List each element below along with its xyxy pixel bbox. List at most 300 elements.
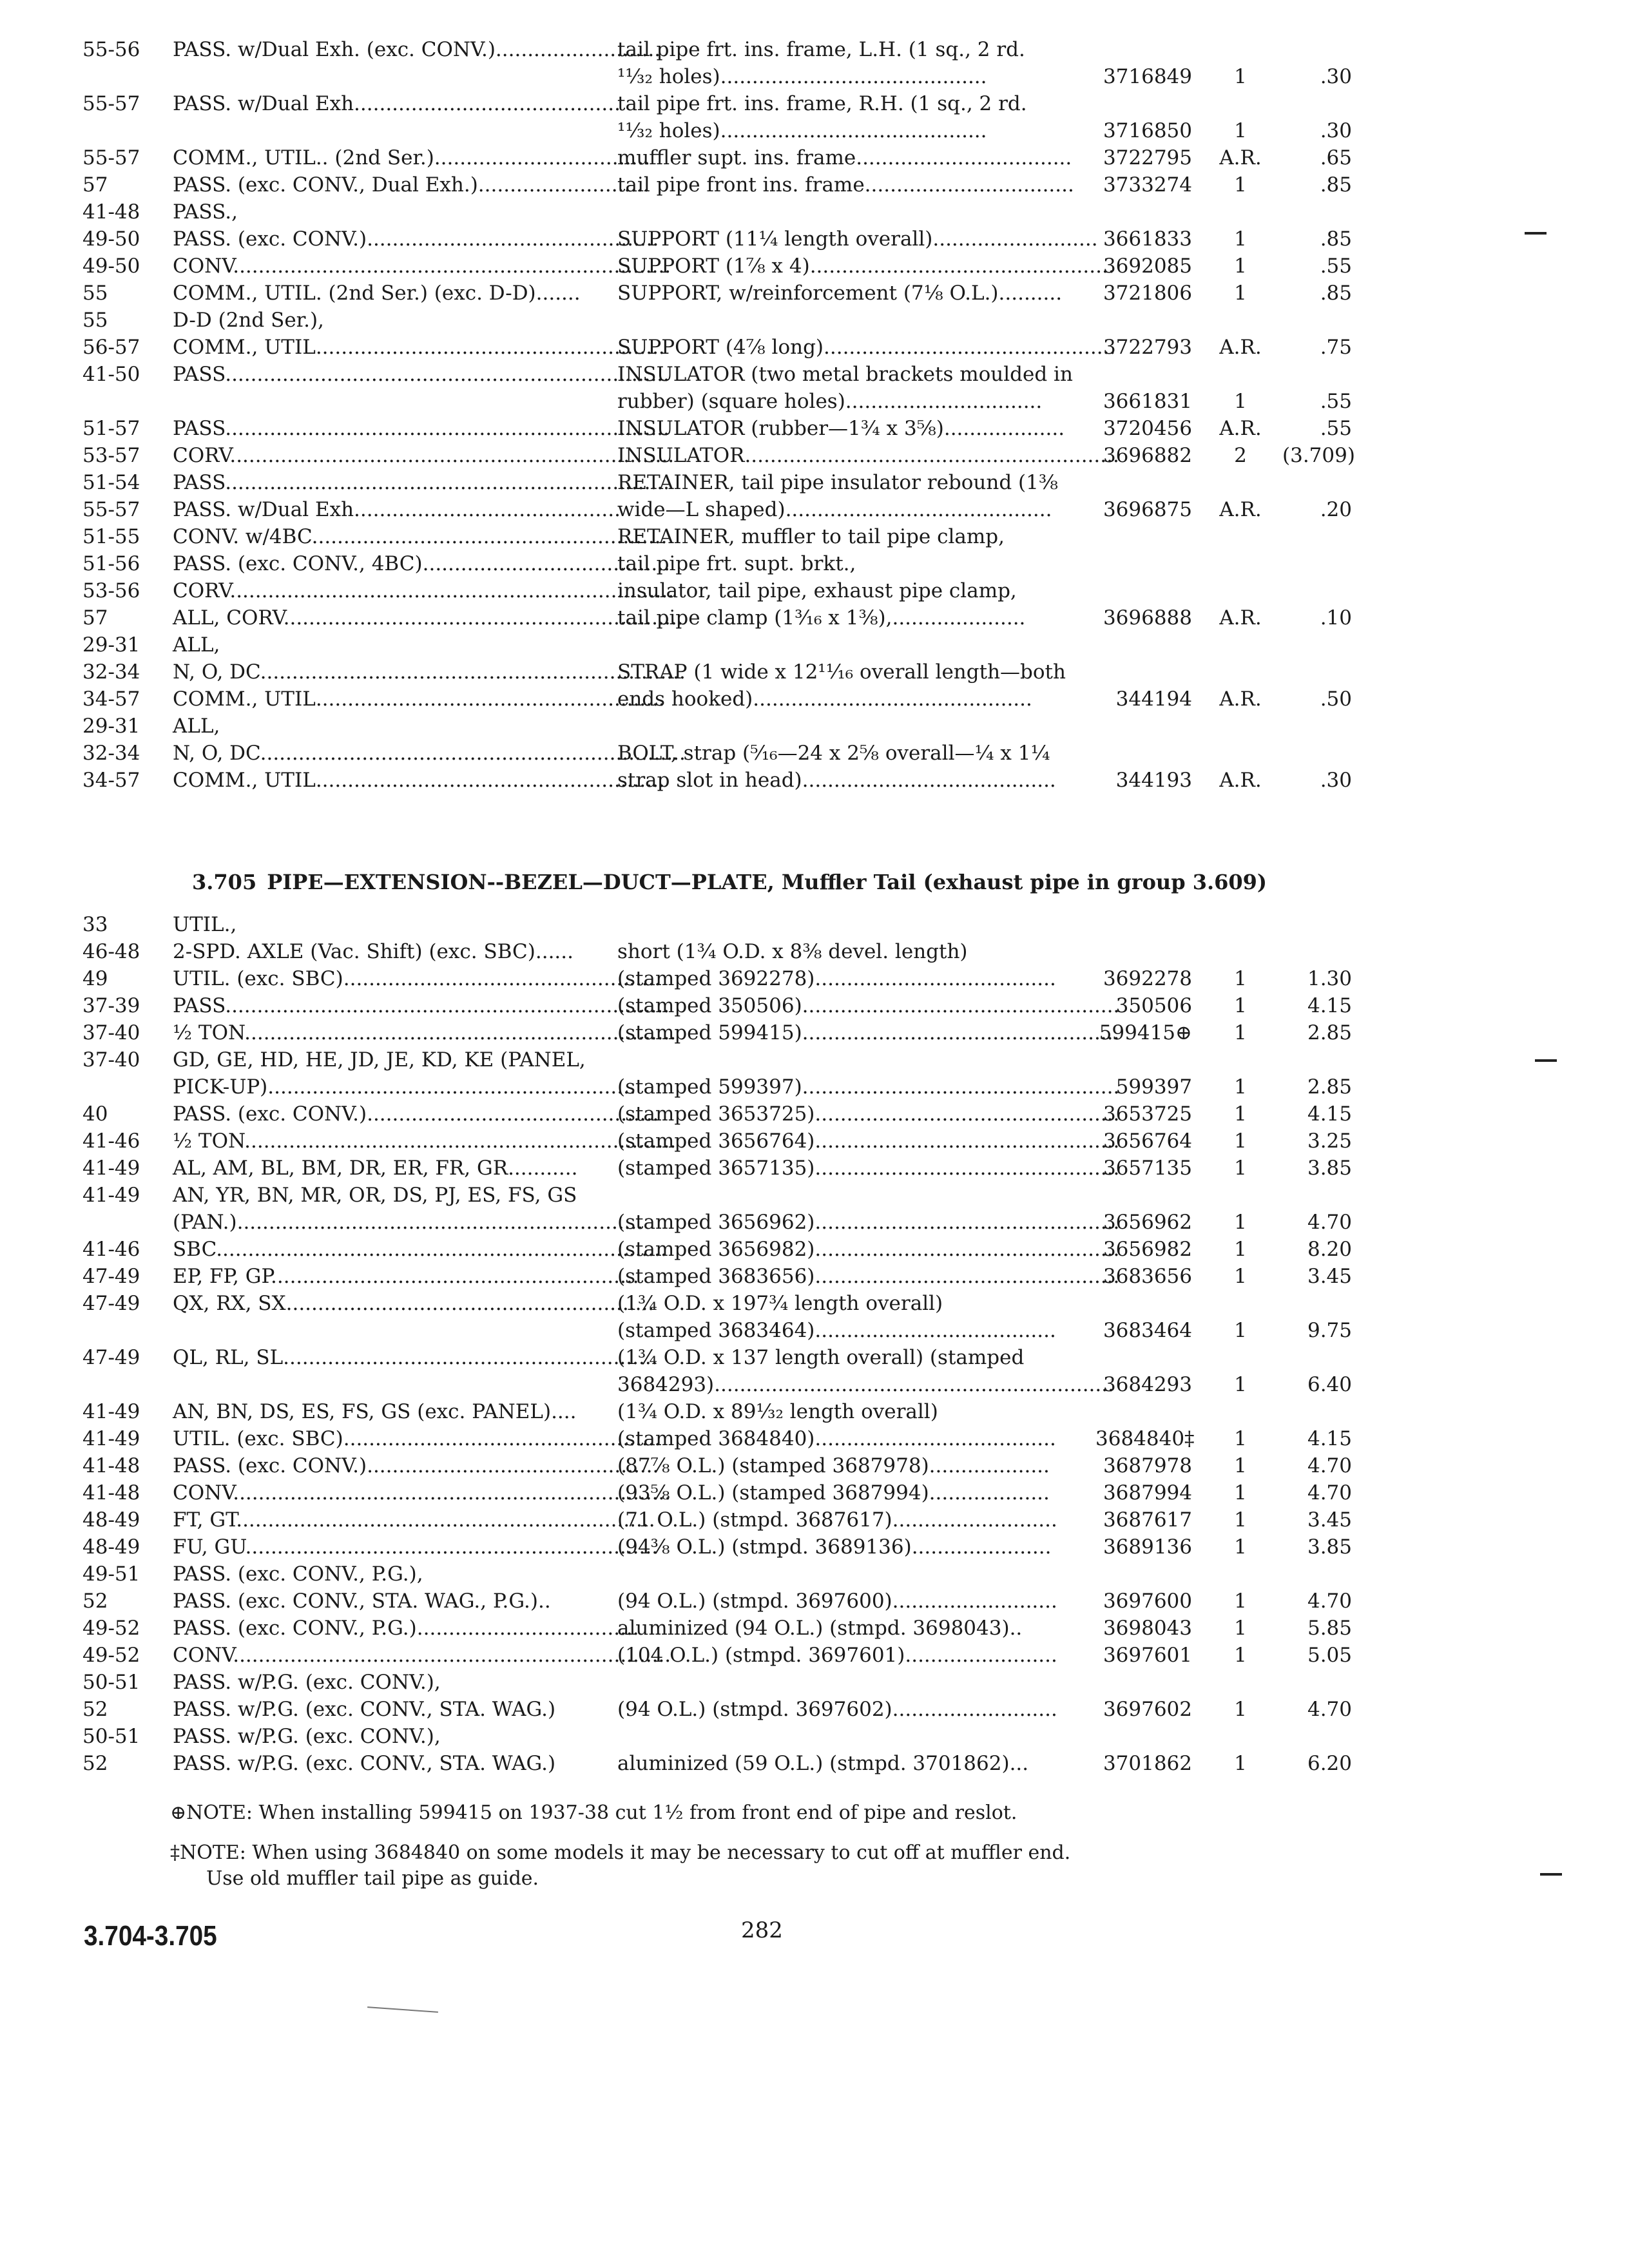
part-description: muffler supt. ins. frame.................................. — [617, 146, 1072, 169]
parts-row — [0, 469, 1629, 496]
models-applicable: PASS...................................................................... — [173, 994, 670, 1017]
model-years: 41-49 — [82, 1400, 140, 1423]
quantity: A.R. — [1219, 769, 1262, 792]
model-years: 48-49 — [82, 1508, 140, 1532]
part-description: (stamped 599415).................................................. — [617, 1021, 1120, 1044]
part-number: 3684293 — [1103, 1373, 1192, 1396]
parts-row — [0, 334, 1629, 361]
models-applicable: PASS. (exc. CONV., Dual Exh.)........................... — [173, 173, 650, 197]
part-number: 3692278 — [1103, 967, 1192, 990]
footer-section-range: 3.704-3.705 — [84, 1920, 217, 1952]
models-applicable: ½ TON.................................................................... — [173, 1021, 677, 1044]
part-description: (1¾ O.D. x 197¾ length overall) — [617, 1292, 943, 1315]
model-years: 51-55 — [82, 525, 140, 548]
parts-row — [0, 992, 1629, 1019]
price: 5.85 — [1307, 1617, 1352, 1640]
parts-row — [0, 1561, 1629, 1588]
part-description: INSULATOR (two metal brackets moulded in — [617, 363, 1073, 386]
part-number: 3698043 — [1103, 1617, 1192, 1640]
part-description: insulator, tail pipe, exhaust pipe clamp, — [617, 579, 1017, 602]
quantity: 2 — [1234, 444, 1247, 467]
quantity: A.R. — [1219, 417, 1262, 440]
part-description: tail pipe frt. ins. frame, R.H. (1 sq., 2 rd. — [617, 92, 1027, 115]
quantity: 1 — [1234, 227, 1247, 251]
price: 3.25 — [1307, 1129, 1352, 1153]
quantity: A.R. — [1219, 336, 1262, 359]
models-applicable: PASS. w/P.G. (exc. CONV.), — [173, 1725, 441, 1748]
part-description: SUPPORT (1⅞ x 4)................................................ — [617, 255, 1115, 278]
quantity: 1 — [1234, 1075, 1247, 1099]
quantity: A.R. — [1219, 687, 1262, 711]
price: 4.15 — [1307, 1102, 1352, 1126]
price: .85 — [1320, 173, 1352, 197]
part-description: 3684293)............................................................... — [617, 1373, 1114, 1396]
parts-row — [0, 1669, 1629, 1696]
part-description: (94 O.L.) (stmpd. 3697600).......................... — [617, 1590, 1057, 1613]
model-years: 55-57 — [82, 498, 140, 521]
price: .55 — [1320, 390, 1352, 413]
part-number: 3689136 — [1103, 1535, 1192, 1559]
parts-row — [0, 965, 1629, 992]
model-years: 33 — [82, 913, 108, 936]
parts-row — [0, 117, 1629, 144]
parts-row — [0, 1046, 1629, 1073]
models-applicable: PASS...................................................................... — [173, 471, 670, 494]
models-applicable: PASS. w/Dual Exh.......................................... — [173, 498, 621, 521]
price: 6.40 — [1307, 1373, 1352, 1396]
price: 6.20 — [1307, 1752, 1352, 1775]
parts-row — [0, 1209, 1629, 1236]
model-years: 57 — [82, 606, 108, 629]
price: 4.70 — [1307, 1454, 1352, 1477]
part-description: rubber) (square holes)............................... — [617, 390, 1043, 413]
quantity: 1 — [1234, 255, 1247, 278]
parts-row — [0, 1182, 1629, 1209]
part-description: aluminized (94 O.L.) (stmpd. 3698043).. — [617, 1617, 1023, 1640]
parts-row — [0, 1506, 1629, 1533]
price: .55 — [1320, 417, 1352, 440]
part-description: STRAP (1 wide x 12¹¹⁄₁₆ overall length—both — [617, 660, 1066, 684]
price: 2.85 — [1307, 1075, 1352, 1099]
parts-row — [0, 1479, 1629, 1506]
part-number: 3696888 — [1103, 606, 1192, 629]
margin-mark — [1525, 232, 1547, 235]
models-applicable: QL, RL, SL........................................................... — [173, 1346, 658, 1369]
model-years: 41-49 — [82, 1427, 140, 1450]
parts-row — [0, 198, 1629, 226]
models-applicable: CONV..................................................................... — [173, 1644, 671, 1667]
part-number: 3697602 — [1103, 1698, 1192, 1721]
parts-row — [0, 388, 1629, 415]
parts-row — [0, 1588, 1629, 1615]
models-applicable: AL, AM, BL, BM, DR, ER, FR, GR........... — [173, 1157, 578, 1180]
models-applicable: PICK-UP).......................................................... — [173, 1075, 636, 1099]
page-number: 282 — [741, 1917, 783, 1943]
model-years: 52 — [82, 1698, 108, 1721]
part-number: 3716849 — [1103, 65, 1192, 88]
part-number: 3657135 — [1103, 1157, 1192, 1180]
price: 3.85 — [1307, 1157, 1352, 1180]
quantity: 1 — [1234, 967, 1247, 990]
section-title: PIPE—EXTENSION--BEZEL—DUCT—PLATE, Muffler Tail (exhaust pipe in group 3.609) — [267, 870, 1268, 894]
parts-row — [0, 1073, 1629, 1100]
part-number: 3687994 — [1103, 1481, 1192, 1504]
part-number: 599415⊕ — [1099, 1021, 1192, 1044]
part-number: 3701862 — [1103, 1752, 1192, 1775]
parts-row — [0, 767, 1629, 794]
part-number: 3653725 — [1103, 1102, 1192, 1126]
models-applicable: ½ TON.................................................................... — [173, 1129, 677, 1153]
part-description: INSULATOR........................................................... — [617, 444, 1119, 467]
model-years: 56-57 — [82, 336, 140, 359]
parts-row — [0, 253, 1629, 280]
quantity: 1 — [1234, 1454, 1247, 1477]
parts-row — [0, 523, 1629, 550]
margin-mark — [1535, 1059, 1557, 1062]
parts-row — [0, 171, 1629, 198]
part-number: 3687978 — [1103, 1454, 1192, 1477]
models-applicable: PASS. w/P.G. (exc. CONV., STA. WAG.) — [173, 1698, 556, 1721]
quantity: 1 — [1234, 1373, 1247, 1396]
section-heading — [192, 870, 1267, 894]
quantity: 1 — [1234, 1102, 1247, 1126]
parts-row — [0, 63, 1629, 90]
part-number: 3696882 — [1103, 444, 1192, 467]
price: 3.85 — [1307, 1535, 1352, 1559]
model-years: 50-51 — [82, 1671, 140, 1694]
quantity: 1 — [1234, 994, 1247, 1017]
model-years: 47-49 — [82, 1265, 140, 1288]
part-description: (71 O.L.) (stmpd. 3687617).......................... — [617, 1508, 1057, 1532]
parts-row — [0, 604, 1629, 631]
price: .55 — [1320, 255, 1352, 278]
part-description: SUPPORT (4⅞ long).............................................. — [617, 336, 1116, 359]
quantity: 1 — [1234, 1752, 1247, 1775]
model-years: 47-49 — [82, 1292, 140, 1315]
part-description: tail pipe clamp (1³⁄₁₆ x 1⅜),..................... — [617, 606, 1026, 629]
part-description: (stamped 3653725)................................................ — [617, 1102, 1120, 1126]
models-applicable: COMM., UTIL....................................................... — [173, 769, 665, 792]
part-number: 3697600 — [1103, 1590, 1192, 1613]
models-applicable: GD, GE, HD, HE, JD, JE, KD, KE (PANEL, — [173, 1048, 586, 1072]
model-years: 29-31 — [82, 715, 140, 738]
part-number: 3692085 — [1103, 255, 1192, 278]
part-number: 344193 — [1115, 769, 1192, 792]
model-years: 52 — [82, 1752, 108, 1775]
part-description: tail pipe frt. supt. brkt., — [617, 552, 856, 575]
quantity: 1 — [1234, 1265, 1247, 1288]
models-applicable: FU, GU................................................................. — [173, 1535, 659, 1559]
parts-row — [0, 415, 1629, 442]
quantity: 1 — [1234, 1021, 1247, 1044]
model-years: 53-56 — [82, 579, 140, 602]
footnote-599415: ⊕NOTE: When installing 599415 on 1937-38 cut 1½ from front end of pipe and reslot. — [170, 1802, 1017, 1824]
parts-table-3-704 — [0, 36, 1629, 794]
models-applicable: SBC....................................................................... — [173, 1238, 667, 1261]
model-years: 37-39 — [82, 994, 140, 1017]
parts-row — [0, 938, 1629, 965]
models-applicable: ALL, — [173, 633, 220, 657]
models-applicable: D-D (2nd Ser.), — [173, 309, 324, 332]
parts-row — [0, 740, 1629, 767]
part-description: ends hooked)............................................ — [617, 687, 1032, 711]
model-years: 55-57 — [82, 146, 140, 169]
part-description: (94 O.L.) (stmpd. 3697602).......................... — [617, 1698, 1057, 1721]
price: .30 — [1320, 769, 1352, 792]
parts-row — [0, 1263, 1629, 1290]
models-applicable: UTIL., — [173, 913, 237, 936]
part-number: 3683656 — [1103, 1265, 1192, 1288]
parts-row — [0, 1290, 1629, 1317]
models-applicable: N, O, DC................................................................... — [173, 742, 686, 765]
price: .30 — [1320, 65, 1352, 88]
parts-row — [0, 1533, 1629, 1561]
models-applicable: CONV. w/4BC........................................................ — [173, 525, 668, 548]
part-description: BOLT, strap (⁵⁄₁₆—24 x 2⅝ overall—¼ x 1¼ — [617, 742, 1050, 765]
parts-row — [0, 144, 1629, 171]
part-description: (stamped 3656764)................................................ — [617, 1129, 1120, 1153]
models-applicable: PASS. (exc. CONV.).............................................. — [173, 1454, 659, 1477]
model-years: 41-46 — [82, 1238, 140, 1261]
models-applicable: PASS. (exc. CONV., P.G.), — [173, 1562, 423, 1586]
parts-row — [0, 1344, 1629, 1371]
price: (3.709) — [1282, 444, 1355, 467]
part-number: 3733274 — [1103, 173, 1192, 197]
part-description: (87⅞ O.L.) (stamped 3687978)................... — [617, 1454, 1050, 1477]
price: 3.45 — [1307, 1508, 1352, 1532]
section-number: 3.705 — [192, 870, 257, 894]
part-description: (stamped 350506).................................................. — [617, 994, 1120, 1017]
part-description: (1¾ O.D. x 89¹⁄₃₂ length overall) — [617, 1400, 938, 1423]
parts-row — [0, 1615, 1629, 1642]
quantity: 1 — [1234, 1238, 1247, 1261]
part-number: 3661833 — [1103, 227, 1192, 251]
parts-row — [0, 1019, 1629, 1046]
parts-row — [0, 1371, 1629, 1398]
models-applicable: COMM., UTIL....................................................... — [173, 336, 665, 359]
model-years: 41-48 — [82, 1481, 140, 1504]
model-years: 49-52 — [82, 1644, 140, 1667]
model-years: 34-57 — [82, 769, 140, 792]
part-description: wide—L shaped).......................................... — [617, 498, 1052, 521]
quantity: 1 — [1234, 65, 1247, 88]
price: .75 — [1320, 336, 1352, 359]
part-description: (stamped 3656962)................................................ — [617, 1211, 1120, 1234]
part-number: 344194 — [1115, 687, 1192, 711]
parts-row — [0, 226, 1629, 253]
quantity: 1 — [1234, 173, 1247, 197]
part-number: 3697601 — [1103, 1644, 1192, 1667]
part-number: 3683464 — [1103, 1319, 1192, 1342]
parts-row — [0, 90, 1629, 117]
price: 5.05 — [1307, 1644, 1352, 1667]
part-description: (93⅝ O.L.) (stamped 3687994)................... — [617, 1481, 1050, 1504]
parts-row — [0, 307, 1629, 334]
parts-row — [0, 1750, 1629, 1777]
quantity: 1 — [1234, 390, 1247, 413]
model-years: 41-49 — [82, 1157, 140, 1180]
price: 4.70 — [1307, 1481, 1352, 1504]
quantity: A.R. — [1219, 606, 1262, 629]
model-years: 55 — [82, 282, 108, 305]
model-years: 52 — [82, 1590, 108, 1613]
model-years: 41-49 — [82, 1184, 140, 1207]
price: 4.70 — [1307, 1590, 1352, 1613]
quantity: 1 — [1234, 1644, 1247, 1667]
price: 4.70 — [1307, 1698, 1352, 1721]
price: 1.30 — [1307, 967, 1352, 990]
quantity: 1 — [1234, 1535, 1247, 1559]
part-description: strap slot in head)........................................ — [617, 769, 1056, 792]
quantity: 1 — [1234, 119, 1247, 142]
parts-row — [0, 1452, 1629, 1479]
model-years: 40 — [82, 1102, 108, 1126]
part-description: (94⅜ O.L.) (stmpd. 3689136)...................... — [617, 1535, 1052, 1559]
models-applicable: 2-SPD. AXLE (Vac. Shift) (exc. SBC)...... — [173, 940, 574, 963]
part-description: (104 O.L.) (stmpd. 3697601)........................ — [617, 1644, 1057, 1667]
footnote-3684840: ‡NOTE: When using 3684840 on some models it may be necessary to cut off at muffler end. — [170, 1841, 1071, 1864]
model-years: 34-57 — [82, 687, 140, 711]
part-number: 3720456 — [1103, 417, 1192, 440]
price: 2.85 — [1307, 1021, 1352, 1044]
part-description: ¹¹⁄₃₂ holes).......................................... — [617, 65, 987, 88]
part-description: (stamped 3684840)...................................... — [617, 1427, 1056, 1450]
models-applicable: UTIL. (exc. SBC).................................................. — [173, 1427, 661, 1450]
part-description: (stamped 3683656)................................................ — [617, 1265, 1120, 1288]
part-description: SUPPORT, w/reinforcement (7⅛ O.L.).......... — [617, 282, 1063, 305]
quantity: 1 — [1234, 1590, 1247, 1613]
models-applicable: PASS. (exc. CONV.).............................................. — [173, 227, 659, 251]
part-description: (1¾ O.D. x 137 length overall) (stamped — [617, 1346, 1025, 1369]
parts-row — [0, 631, 1629, 658]
quantity: A.R. — [1219, 146, 1262, 169]
model-years: 51-57 — [82, 417, 140, 440]
price: .85 — [1320, 282, 1352, 305]
models-applicable: PASS. (exc. CONV., STA. WAG., P.G.).. — [173, 1590, 551, 1613]
models-applicable: PASS. w/P.G. (exc. CONV., STA. WAG.) — [173, 1752, 556, 1775]
parts-row — [0, 713, 1629, 740]
part-number: 3656982 — [1103, 1238, 1192, 1261]
model-years: 41-50 — [82, 363, 140, 386]
model-years: 50-51 — [82, 1725, 140, 1748]
price: .20 — [1320, 498, 1352, 521]
part-number: 350506 — [1115, 994, 1192, 1017]
part-description: INSULATOR (rubber—1¾ x 3⅝)................... — [617, 417, 1065, 440]
models-applicable: CORV...................................................................... — [173, 579, 675, 602]
price: .85 — [1320, 227, 1352, 251]
model-years: 53-57 — [82, 444, 140, 467]
quantity: 1 — [1234, 1211, 1247, 1234]
price: 4.15 — [1307, 994, 1352, 1017]
quantity: 1 — [1234, 1129, 1247, 1153]
model-years: 29-31 — [82, 633, 140, 657]
quantity: 1 — [1234, 1698, 1247, 1721]
part-description: RETAINER, muffler to tail pipe clamp, — [617, 525, 1005, 548]
models-applicable: PASS. w/Dual Exh.......................................... — [173, 92, 621, 115]
part-description: RETAINER, tail pipe insulator rebound (1⅜ — [617, 471, 1058, 494]
model-years: 49-50 — [82, 255, 140, 278]
models-applicable: PASS. (exc. CONV., 4BC)....................................... — [173, 552, 670, 575]
price: 3.45 — [1307, 1265, 1352, 1288]
price: 4.70 — [1307, 1211, 1352, 1234]
part-description: (stamped 3656982)................................................ — [617, 1238, 1120, 1261]
model-years: 48-49 — [82, 1535, 140, 1559]
part-description: (stamped 3692278)...................................... — [617, 967, 1056, 990]
quantity: 1 — [1234, 1481, 1247, 1504]
models-applicable: CORV...................................................................... — [173, 444, 675, 467]
models-applicable: PASS...................................................................... — [173, 417, 670, 440]
quantity: 1 — [1234, 1319, 1247, 1342]
models-applicable: COMM., UTIL.. (2nd Ser.).................................. — [173, 146, 650, 169]
parts-row — [0, 496, 1629, 523]
models-applicable: EP, FP, GP.......................................................... — [173, 1265, 639, 1288]
quantity: 1 — [1234, 1157, 1247, 1180]
part-number: 3696875 — [1103, 498, 1192, 521]
parts-row — [0, 1642, 1629, 1669]
parts-row — [0, 1100, 1629, 1128]
model-years: 51-56 — [82, 552, 140, 575]
model-years: 55 — [82, 309, 108, 332]
part-description: short (1¾ O.D. x 8⅜ devel. length) — [617, 940, 968, 963]
parts-row — [0, 1317, 1629, 1344]
parts-row — [0, 1155, 1629, 1182]
model-years: 32-34 — [82, 660, 140, 684]
price: .65 — [1320, 146, 1352, 169]
parts-row — [0, 1425, 1629, 1452]
parts-row — [0, 1128, 1629, 1155]
models-applicable: CONV..................................................................... — [173, 255, 671, 278]
model-years: 37-40 — [82, 1048, 140, 1072]
parts-row — [0, 1696, 1629, 1723]
model-years: 46-48 — [82, 940, 140, 963]
footnote-3684840-continued: Use old muffler tail pipe as guide. — [206, 1867, 539, 1890]
part-description: (stamped 3683464)...................................... — [617, 1319, 1056, 1342]
model-years: 49-50 — [82, 227, 140, 251]
parts-row — [0, 280, 1629, 307]
model-years: 51-54 — [82, 471, 140, 494]
parts-row — [0, 1723, 1629, 1750]
part-description: SUPPORT (11¼ length overall).......................... — [617, 227, 1098, 251]
model-years: 32-34 — [82, 742, 140, 765]
models-applicable: PASS...................................................................... — [173, 363, 670, 386]
model-years: 49-51 — [82, 1562, 140, 1586]
parts-row — [0, 1236, 1629, 1263]
models-applicable: COMM., UTIL. (2nd Ser.) (exc. D-D)....... — [173, 282, 581, 305]
part-number: 3716850 — [1103, 119, 1192, 142]
part-number: 3656962 — [1103, 1211, 1192, 1234]
parts-row — [0, 577, 1629, 604]
part-number: 3656764 — [1103, 1129, 1192, 1153]
part-number: 3722795 — [1103, 146, 1192, 169]
quantity: 1 — [1234, 1508, 1247, 1532]
parts-row — [0, 442, 1629, 469]
model-years: 41-48 — [82, 1454, 140, 1477]
models-applicable: PASS. (exc. CONV., P.G.)................................... — [173, 1617, 639, 1640]
models-applicable: CONV..................................................................... — [173, 1481, 671, 1504]
models-applicable: PASS., — [173, 200, 238, 224]
price: 9.75 — [1307, 1319, 1352, 1342]
models-applicable: N, O, DC................................................................... — [173, 660, 686, 684]
margin-mark — [1540, 1873, 1562, 1876]
model-years: 41-46 — [82, 1129, 140, 1153]
models-applicable: UTIL. (exc. SBC).................................................. — [173, 967, 661, 990]
quantity: 1 — [1234, 282, 1247, 305]
model-years: 57 — [82, 173, 108, 197]
model-years: 49-52 — [82, 1617, 140, 1640]
part-number: 3661831 — [1103, 390, 1192, 413]
models-applicable: AN, YR, BN, MR, OR, DS, PJ, ES, FS, GS — [173, 1184, 577, 1207]
price: .30 — [1320, 119, 1352, 142]
